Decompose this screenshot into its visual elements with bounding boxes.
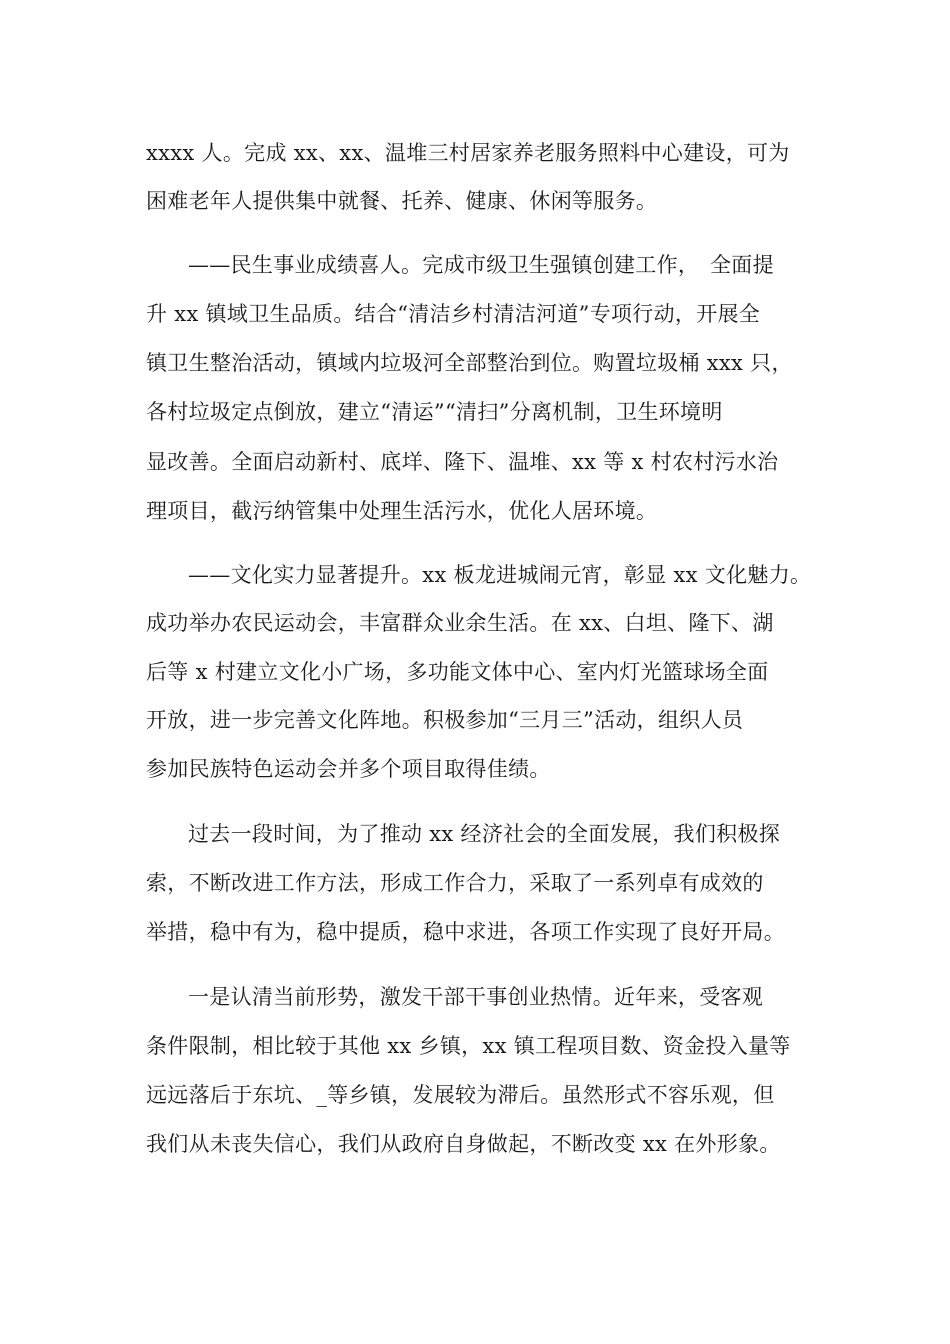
text-line: 条件限制，相比较于其他 xx 乡镇，xx 镇工程项目数、资金投入量等	[146, 1034, 791, 1058]
text-line: 镇卫生整治活动，镇域内垃圾河全部整治到位。购置垃圾桶 xxx 只，	[146, 351, 793, 375]
text-line: ——文化实力显著提升。xx 板龙进城闹元宵，彰显 xx 文化魅力。	[188, 563, 812, 587]
text-line: 远远落后于东坑、_等乡镇，发展较为滞后。虽然形式不容乐观，但	[146, 1083, 775, 1107]
text-line: 索，不断改进工作方法，形成工作合力，采取了一系列卓有成效的	[146, 871, 764, 895]
text-line: 过去一段时间，为了推动 xx 经济社会的全面发展，我们积极探	[188, 822, 781, 846]
text-line: 我们从未丧失信心，我们从政府自身做起，不断改变 xx 在外形象。	[146, 1132, 781, 1156]
text-line: 成功举办农民运动会，丰富群众业余生活。在 xx、白坦、隆下、湖	[146, 611, 774, 635]
text-line: 举措，稳中有为，稳中提质，稳中求进，各项工作实现了良好开局。	[146, 920, 785, 944]
text-line: 困难老年人提供集中就餐、托养、健康、休闲等服务。	[146, 189, 658, 213]
text-line: xxxx 人。完成 xx、xx、温堆三村居家养老服务照料中心建设，可为	[146, 141, 790, 165]
text-line: 一是认清当前形势，激发干部干事创业热情。近年来，受客观	[188, 985, 764, 1009]
text-line: ——民生事业成绩喜人。完成市级卫生强镇创建工作， 全面提	[188, 253, 774, 277]
text-line: 后等 x 村建立文化小广场，多功能文体中心、室内灯光篮球场全面	[146, 660, 769, 684]
text-line: 显改善。全面启动新村、底垟、隆下、温堆、xx 等 x 村农村污水治	[146, 450, 779, 474]
text-line: 升 xx 镇域卫生品质。结合“清洁乡村清洁河道”专项行动，开展全	[146, 302, 761, 326]
text-line: 各村垃圾定点倒放，建立“清运”“清扫”分离机制，卫生环境明	[146, 400, 723, 424]
text-line: 开放，进一步完善文化阵地。积极参加“三月三”活动，组织人员	[146, 708, 744, 732]
text-line: 参加民族特色运动会并多个项目取得佳绩。	[146, 757, 551, 781]
text-line: 理项目，截污纳管集中处理生活污水，优化人居环境。	[146, 499, 658, 523]
